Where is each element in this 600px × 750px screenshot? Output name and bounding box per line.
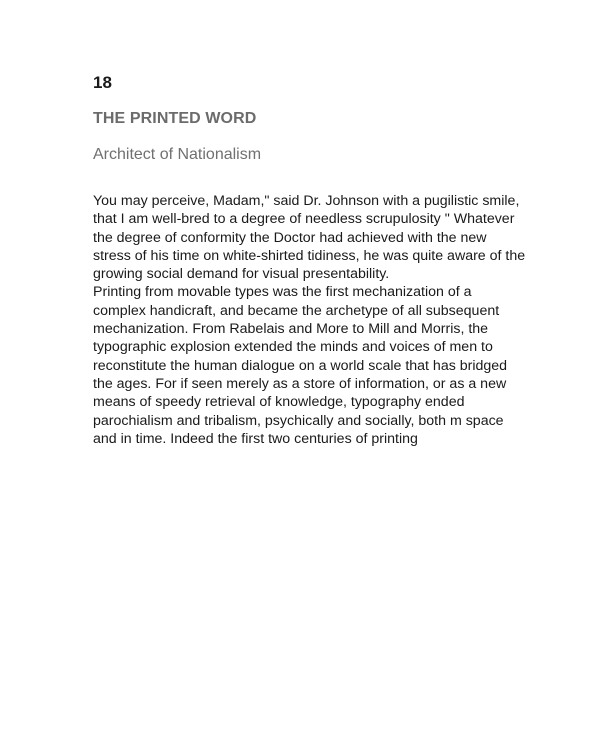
text-line: growing social demand for visual presentability. [93, 266, 390, 283]
chapter-subtitle: Architect of Nationalism [93, 146, 262, 163]
text-line: the ages. For if seen merely as a store of information, or as a new [93, 375, 507, 392]
text-line: the degree of conformity the Doctor had achieved with the new [93, 229, 487, 246]
body-text [93, 192, 526, 448]
paragraph-2 [93, 283, 523, 448]
text-line: mechanization. From Rabelais and More to Mill and Morris, the [93, 321, 489, 338]
text-line: means of speedy retrieval of knowledge, typography ended [93, 394, 465, 411]
text-line: Printing from movable types was the first mechanization of a [93, 284, 472, 301]
chapter-number: 18 [93, 73, 112, 92]
text-line: reconstitute the human dialogue on a world scale that has bridged [93, 357, 508, 374]
paragraph-1 [93, 192, 526, 283]
text-line: typographic explosion extended the minds and voices of men to [93, 339, 493, 356]
chapter-title: THE PRINTED WORD [93, 110, 257, 127]
text-line: You may perceive, Madam," said Dr. Johnson with a pugilistic smile, [93, 193, 520, 209]
text-line: complex handicraft, and became the archetype of all subsequent [93, 302, 500, 319]
text-line: stress of his time on white-shirted tidiness, he was quite aware of the [93, 247, 526, 264]
text-line: parochialism and tribalism, psychically and socially, both m space [93, 412, 504, 429]
text-line: that I am well-bred to a degree of needless scrupulosity " Whatever [93, 211, 515, 228]
text-line: and in time. Indeed the first two centuries of printing [93, 430, 418, 447]
